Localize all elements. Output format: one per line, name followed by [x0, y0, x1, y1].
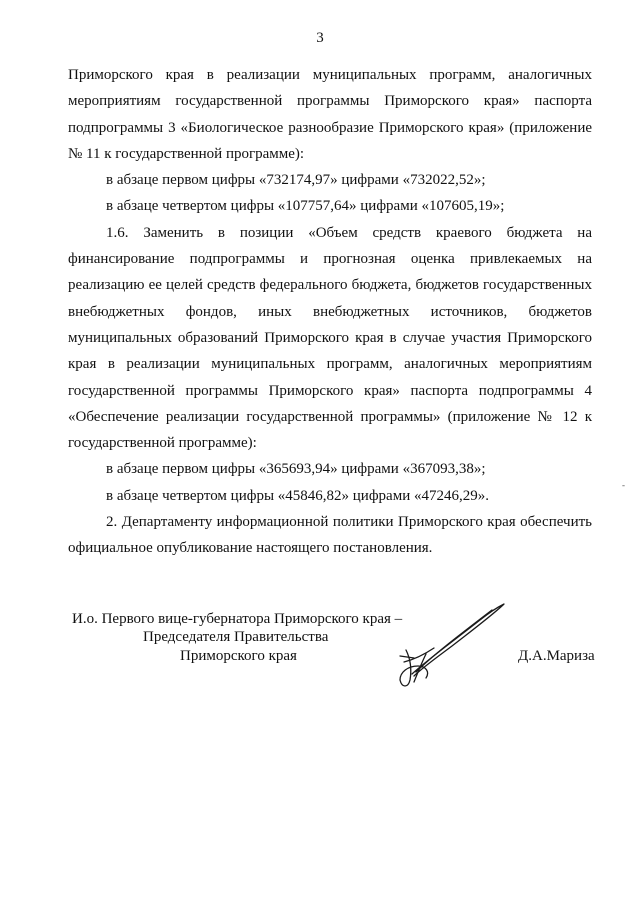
- paragraph-item-2: 2. Департаменту информационной политики Приморского края обеспечить официальное опубликование настоящего постановления.: [68, 514, 592, 557]
- paragraph-amendment-1: в абзаце первом цифры «732174,97» цифрами «732022,52»;: [106, 172, 486, 189]
- signatory-name: Д.А.Мариза: [518, 648, 595, 664]
- signatory-title-line-1: И.о. Первого вице-губернатора Приморского края –: [72, 611, 403, 627]
- signatory-title-line-2: Председателя Правительства: [143, 629, 329, 645]
- paragraph-amendment-3: в абзаце первом цифры «365693,94» цифрами «367093,38»;: [106, 461, 486, 478]
- document-body: [68, 62, 592, 562]
- paragraph-amendment-2: в абзаце четвертом цифры «107757,64» цифрами «107605,19»;: [106, 198, 505, 215]
- signatory-title-line-3: Приморского края: [180, 648, 297, 664]
- handwritten-signature: [392, 596, 512, 696]
- paragraph-amendment-4: в абзаце четвертом цифры «45846,82» цифрами «47246,29».: [106, 487, 489, 504]
- paragraph-item-1-6: 1.6. Заменить в позиции «Объем средств краевого бюджета на финансирование подпрограммы и прогнозная оценка привлекаемых на реализацию ее целей средств федерального бюджета, бюджетов государственных внебюджетных фондов, иных внебюджетных источников, бюджетов муниципальных образований Приморского края в случае участия Приморского края в реализации муниципальных программ, аналогичных мероприятиям государственной программы Приморского края» паспорта подпрограммы 4 «Обеспечение реализации государственной программы» (приложение № 12 к государственной программе):: [68, 224, 592, 452]
- paragraph-continuation: Приморского края в реализации муниципальных программ, аналогичных мероприятиям государственной программы Приморского края» паспорта подпрограммы 3 «Биологическое разнообразие Приморского края» (приложение № 11 к государственной программе):: [68, 67, 592, 162]
- page-number: 3: [316, 30, 324, 46]
- margin-mark: -: [622, 480, 625, 490]
